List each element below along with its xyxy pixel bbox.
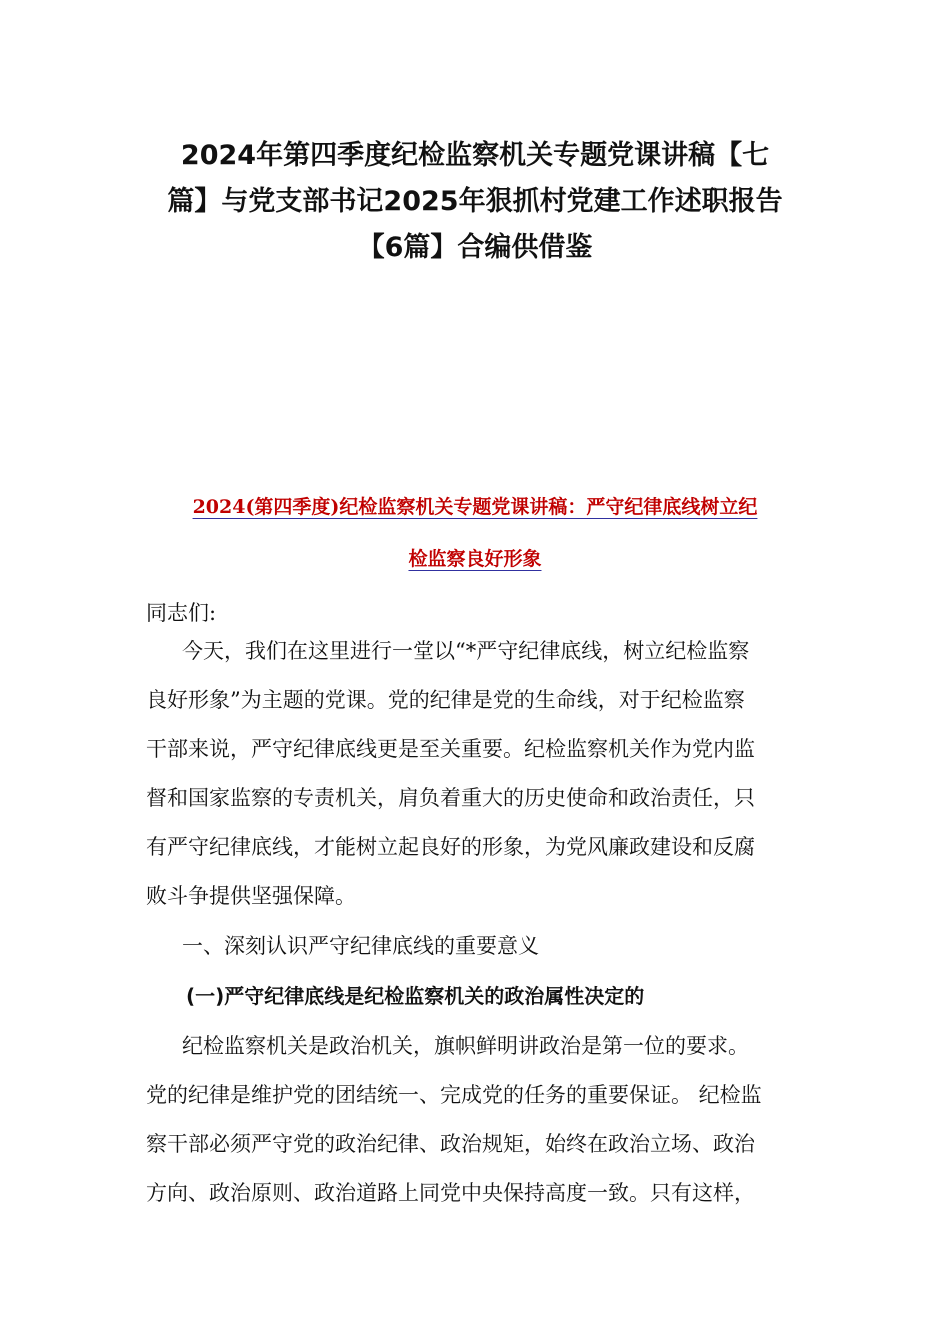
section-title-line[interactable]: 2024(第四季度)纪检监察机关专题党课讲稿：严守纪律底线树立纪 xyxy=(192,496,758,518)
section-title-line[interactable]: 检监察良好形象 xyxy=(408,548,542,570)
paragraph-line: 纪检监察机关是政治机关，旗帜鲜明讲政治是第一位的要求。 xyxy=(182,1034,749,1058)
paragraph-line: 有严守纪律底线，才能树立起良好的形象，为党风廉政建设和反腐 xyxy=(146,835,755,859)
main-title xyxy=(120,133,830,271)
paragraph-1 xyxy=(146,627,806,921)
paragraph-line: 败斗争提供坚强保障。 xyxy=(146,884,356,908)
paragraph-2 xyxy=(146,1022,806,1218)
main-title-line: 篇】与党支部书记2025年狠抓村党建工作述职报告 xyxy=(167,186,783,217)
paragraph-line: 良好形象”为主题的党课。党的纪律是党的生命线，对于纪检监察 xyxy=(146,688,745,712)
paragraph-line: 方向、政治原则、政治道路上同党中央保持高度一致。只有这样， xyxy=(146,1181,755,1205)
heading-1-text: 一、深刻认识严守纪律底线的重要意义 xyxy=(182,934,539,958)
heading-1-sub xyxy=(146,972,806,1021)
main-title-line: 2024年第四季度纪检监察机关专题党课讲稿【七 xyxy=(180,140,770,171)
greeting-text: 同志们: xyxy=(146,601,217,625)
heading-1 xyxy=(146,922,806,971)
paragraph-line: 干部来说，严守纪律底线更是至关重要。纪检监察机关作为党内监 xyxy=(146,737,755,761)
main-title-line: 【6篇】合编供借鉴 xyxy=(357,232,593,263)
paragraph-line: 督和国家监察的专责机关，肩负着重大的历史使命和政治责任，只 xyxy=(146,786,755,810)
paragraph-line: 今天，我们在这里进行一堂以“*严守纪律底线，树立纪检监察 xyxy=(182,639,750,663)
heading-1-sub-text: (一)严守纪律底线是纪检监察机关的政治属性决定的 xyxy=(186,984,645,1008)
paragraph-line: 党的纪律是维护党的团结统一、完成党的任务的重要保证。 纪检监 xyxy=(146,1083,762,1107)
section-title-link[interactable] xyxy=(135,481,815,585)
paragraph-line: 察干部必须严守党的政治纪律、政治规矩，始终在政治立场、政治 xyxy=(146,1132,755,1156)
